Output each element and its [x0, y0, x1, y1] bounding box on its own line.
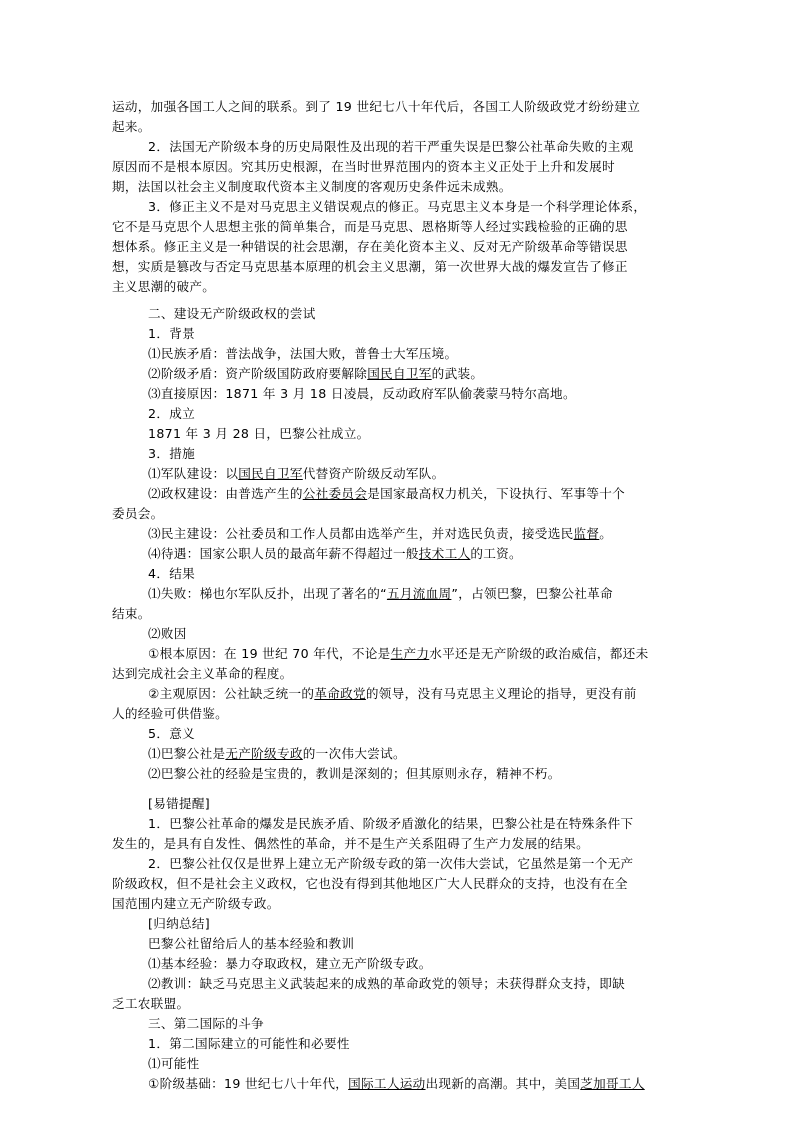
text-run: 2．法国无产阶级本身的历史局限性及出现的若干严重失误是巴黎公社革命失败的主观 — [148, 139, 634, 154]
underlined-term: 生产力 — [390, 646, 430, 661]
paragraph-line-48 — [148, 1054, 200, 1074]
text-run: ①阶级基础：19 世纪七八十年代， — [148, 1076, 349, 1091]
text-run: 人的经验可供借鉴。 — [112, 706, 229, 721]
text-run: ⑴失败：梯也尔军队反扑，出现了著名的“ — [148, 586, 387, 601]
text-run: ⑵阶级矛盾：资产阶级国防政府要解除 — [148, 366, 368, 381]
text-run: 4．结果 — [148, 566, 195, 581]
text-run: 想，实质是篡改与否定马克思基本原理的机会主义思潮，第一次世界大战的爆发宣告了修正 — [112, 259, 628, 274]
paragraph-line-33 — [148, 744, 406, 764]
paragraph-line-25 — [148, 584, 613, 604]
text-run: ⑴基本经验：暴力夺取政权，建立无产阶级专政。 — [148, 956, 432, 971]
paragraph-line-47 — [148, 1034, 350, 1054]
text-run: ⑷待遇：国家公职人员的最高年薪不得超过一般 — [148, 546, 419, 561]
text-run: ②主观原因：公社缺乏统一的 — [148, 686, 315, 701]
text-run: 代替资产阶级反动军队。 — [302, 466, 445, 481]
text-run: 国范围内建立无产阶级专政。 — [112, 896, 280, 911]
text-run: 达到完成社会主义革命的程度。 — [112, 666, 293, 681]
text-run: 发生的，是具有自发性、偶然性的革命，并不是生产关系阻碍了生产力发展的结果。 — [112, 836, 590, 851]
paragraph-line-8 — [112, 237, 628, 257]
text-run: ①根本原因：在 19 世纪 70 年代，不论是 — [148, 646, 391, 661]
text-run: 。 — [599, 526, 613, 541]
paragraph-line-30 — [148, 684, 637, 704]
paragraph-line-17 — [148, 424, 370, 444]
paragraph-line-23 — [148, 544, 522, 564]
paragraph-line-32 — [148, 724, 195, 744]
text-run: ⑵政权建设：由普选产生的 — [148, 486, 303, 501]
underlined-term: 监督 — [573, 526, 600, 541]
paragraph-line-19 — [148, 464, 445, 484]
paragraph-line-39 — [112, 874, 628, 894]
paragraph-line-27 — [148, 624, 187, 644]
paragraph-line-21 — [112, 504, 164, 524]
text-run: ⑶直接原因：1871 年 3 月 18 日凌晨，反动政府军队偷袭蒙马特尔高地。 — [148, 386, 576, 401]
paragraph-line-46 — [148, 1014, 264, 1034]
underlined-term: 国际工人运动 — [348, 1076, 426, 1091]
text-run: 1．第二国际建立的可能性和必要性 — [148, 1036, 350, 1051]
paragraph-line-22 — [148, 524, 612, 544]
text-run: 的领导，没有马克思主义理论的指导，更没有前 — [365, 686, 637, 701]
text-run: 是国家最高权力机关，下设执行、军事等十个 — [367, 486, 626, 501]
paragraph-line-11 — [148, 304, 316, 324]
paragraph-line-26 — [112, 604, 151, 624]
paragraph-line-15 — [148, 384, 576, 404]
text-run: 乏工农联盟。 — [112, 996, 190, 1011]
paragraph-line-34 — [148, 764, 561, 784]
paragraph-line-1 — [112, 97, 640, 117]
paragraph-line-44 — [148, 974, 625, 994]
underlined-term: 公社委员会 — [302, 486, 368, 501]
text-run: 巴黎公社留给后人的基本经验和教训 — [148, 936, 355, 951]
paragraph-line-5 — [112, 177, 512, 197]
text-run: 水平还是无产阶级的政治威信，都还未 — [429, 646, 649, 661]
text-run: [归纳总结] — [148, 916, 211, 931]
text-run: 的武装。 — [431, 366, 484, 381]
text-run: 结束。 — [112, 606, 151, 621]
text-run: [易错提醒] — [148, 796, 211, 811]
paragraph-line-45 — [112, 994, 189, 1014]
paragraph-line-37 — [112, 834, 589, 854]
text-run: 出现新的高潮。其中，美国 — [425, 1076, 581, 1091]
text-run: 主义思潮的破产。 — [112, 279, 216, 294]
text-run: 阶级政权，但不是社会主义政权，它也没有得到其他地区广大人民群众的支持，也没有在全 — [112, 876, 628, 891]
text-run: 的一次伟大尝试。 — [302, 746, 406, 761]
paragraph-line-38 — [148, 854, 633, 874]
paragraph-line-24 — [148, 564, 195, 584]
text-run: 运动，加强各国工人之间的联系。到了 19 世纪七八十年代后，各国工人阶级政党才纷纷建立 — [112, 99, 641, 114]
paragraph-line-41 — [148, 914, 210, 934]
text-run: ⑵败因 — [148, 626, 187, 641]
paragraph-line-4 — [112, 157, 615, 177]
paragraph-line-3 — [148, 137, 633, 157]
text-run: 1．背景 — [148, 326, 195, 341]
paragraph-line-35 — [148, 794, 210, 814]
underlined-term: 革命政党 — [314, 686, 366, 701]
text-run: 5．意义 — [148, 726, 195, 741]
paragraph-line-43 — [148, 954, 432, 974]
text-run: ⑴民族矛盾：普法战争，法国大败，普鲁士大军压境。 — [148, 346, 458, 361]
underlined-term: 五月流血周 — [386, 586, 452, 601]
paragraph-line-28 — [148, 644, 648, 664]
underlined-term: 无产阶级专政 — [225, 746, 303, 761]
text-run: 想体系。修正主义是一种错误的社会思潮，存在美化资本主义、反对无产阶级革命等错误思 — [112, 239, 628, 254]
text-run: ⑴军队建设：以 — [148, 466, 239, 481]
underlined-term: 国民自卫军 — [238, 466, 303, 481]
text-run: 2．巴黎公社仅仅是世界上建立无产阶级专政的第一次伟大尝试，它虽然是第一个无产 — [148, 856, 634, 871]
text-run: ⑵教训：缺乏马克思主义武装起来的成熟的革命政党的领导；未获得群众支持，即缺 — [148, 976, 626, 991]
paragraph-line-7 — [112, 217, 628, 237]
text-run: 3．措施 — [148, 446, 195, 461]
text-run: 起来。 — [112, 119, 151, 134]
text-run: 期，法国以社会主义制度取代资本主义制度的客观历史条件远未成熟。 — [112, 179, 512, 194]
text-run: 3．修正主义不是对马克思主义错误观点的修正。马克思主义本身是一个科学理论体系， — [148, 199, 647, 214]
paragraph-line-42 — [148, 934, 354, 954]
text-run: 二、建设无产阶级政权的尝试 — [148, 306, 316, 321]
text-run: 委员会。 — [112, 506, 164, 521]
paragraph-line-12 — [148, 324, 195, 344]
paragraph-line-6 — [148, 197, 646, 217]
paragraph-line-10 — [112, 277, 215, 297]
paragraph-line-40 — [112, 894, 280, 914]
text-run: 三、第二国际的斗争 — [148, 1016, 265, 1031]
text-run: ⑴巴黎公社是 — [148, 746, 226, 761]
underlined-term: 国民自卫军 — [367, 366, 432, 381]
text-run: ”，占领巴黎，巴黎公社革命 — [451, 586, 613, 601]
paragraph-line-31 — [112, 704, 228, 724]
underlined-term: 芝加哥工人 — [580, 1076, 645, 1091]
paragraph-line-29 — [112, 664, 293, 684]
paragraph-line-2 — [112, 117, 151, 137]
text-run: 2．成立 — [148, 406, 195, 421]
text-run: ⑵巴黎公社的经验是宝贵的，教训是深刻的；但其原则永存，精神不朽。 — [148, 766, 561, 781]
text-run: 原因而不是根本原因。究其历史根源，在当时世界范围内的资本主义正处于上升和发展时 — [112, 159, 615, 174]
paragraph-line-18 — [148, 444, 195, 464]
paragraph-line-16 — [148, 404, 195, 424]
paragraph-line-36 — [148, 814, 633, 834]
paragraph-line-49 — [148, 1074, 645, 1094]
paragraph-line-14 — [148, 364, 483, 384]
paragraph-line-20 — [148, 484, 625, 504]
text-run: ⑶民主建设：公社委员和工作人员都由选举产生，并对选民负责，接受选民 — [148, 526, 574, 541]
text-run: 的工资。 — [470, 546, 522, 561]
text-run: ⑴可能性 — [148, 1056, 200, 1071]
text-run: 1．巴黎公社革命的爆发是民族矛盾、阶级矛盾激化的结果，巴黎公社是在特殊条件下 — [148, 816, 634, 831]
paragraph-line-9 — [112, 257, 628, 277]
underlined-term: 技术工人 — [418, 546, 471, 561]
paragraph-line-13 — [148, 344, 457, 364]
text-run: 它不是马克思个人思想主张的简单集合，而是马克思、恩格斯等人经过实践检验的正确的思 — [112, 219, 628, 234]
text-run: 1871 年 3 月 28 日，巴黎公社成立。 — [148, 426, 370, 441]
